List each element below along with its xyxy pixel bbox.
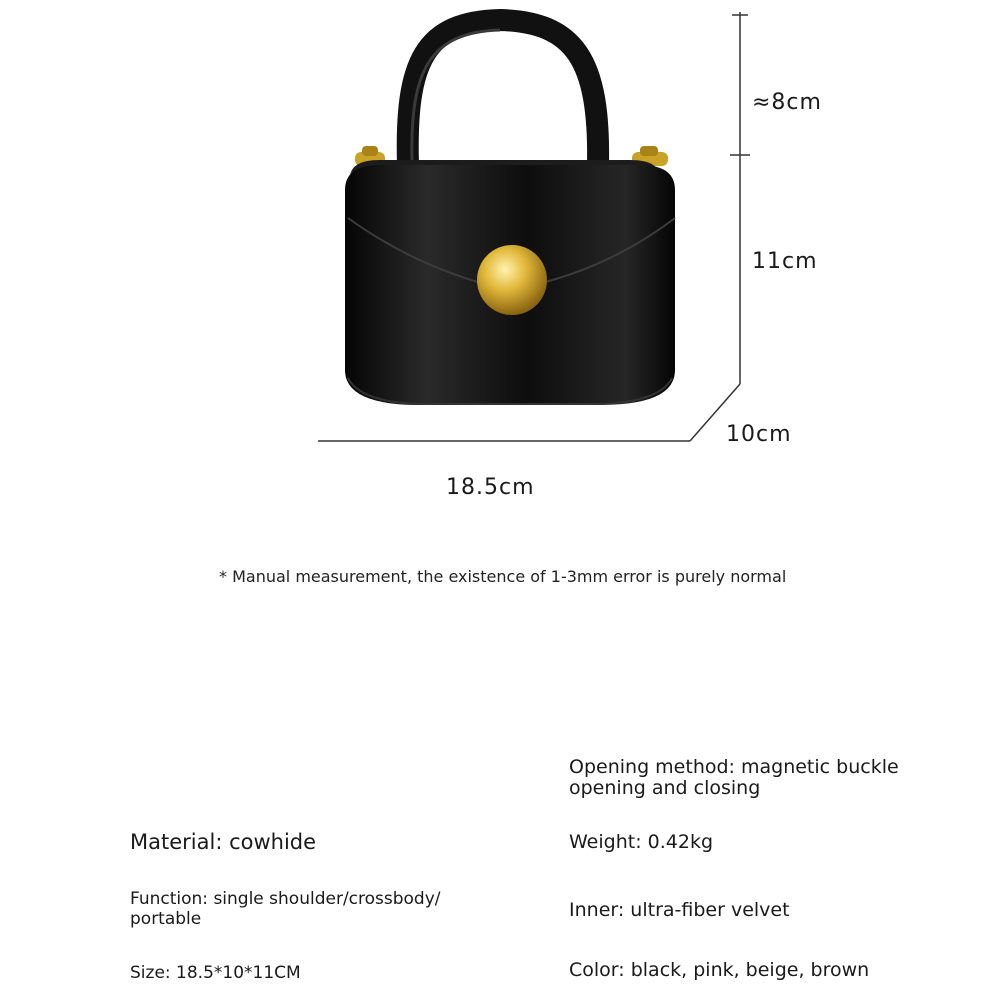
spec-color: Color: black, pink, beige, brown bbox=[569, 959, 870, 981]
dimension-body-height: 11cm bbox=[752, 249, 818, 274]
dimension-handle-height: ≈8cm bbox=[752, 90, 822, 115]
bag-handle bbox=[408, 20, 598, 165]
spec-inner: Inner: ultra-fiber velvet bbox=[569, 899, 790, 921]
gold-ball-clasp bbox=[477, 245, 547, 315]
spec-size: Size: 18.5*10*11CM bbox=[130, 963, 301, 983]
measurement-note: * Manual measurement, the existence of 1-3mm error is purely normal bbox=[219, 567, 787, 586]
spec-material: Material: cowhide bbox=[130, 830, 317, 854]
dimension-depth: 10cm bbox=[726, 422, 792, 447]
dimension-width: 18.5cm bbox=[446, 475, 535, 500]
spec-function: Function: single shoulder/crossbody/ portable bbox=[130, 889, 441, 929]
spec-weight: Weight: 0.42kg bbox=[569, 831, 714, 853]
spec-opening-method: Opening method: magnetic buckle opening and closing bbox=[569, 756, 899, 799]
